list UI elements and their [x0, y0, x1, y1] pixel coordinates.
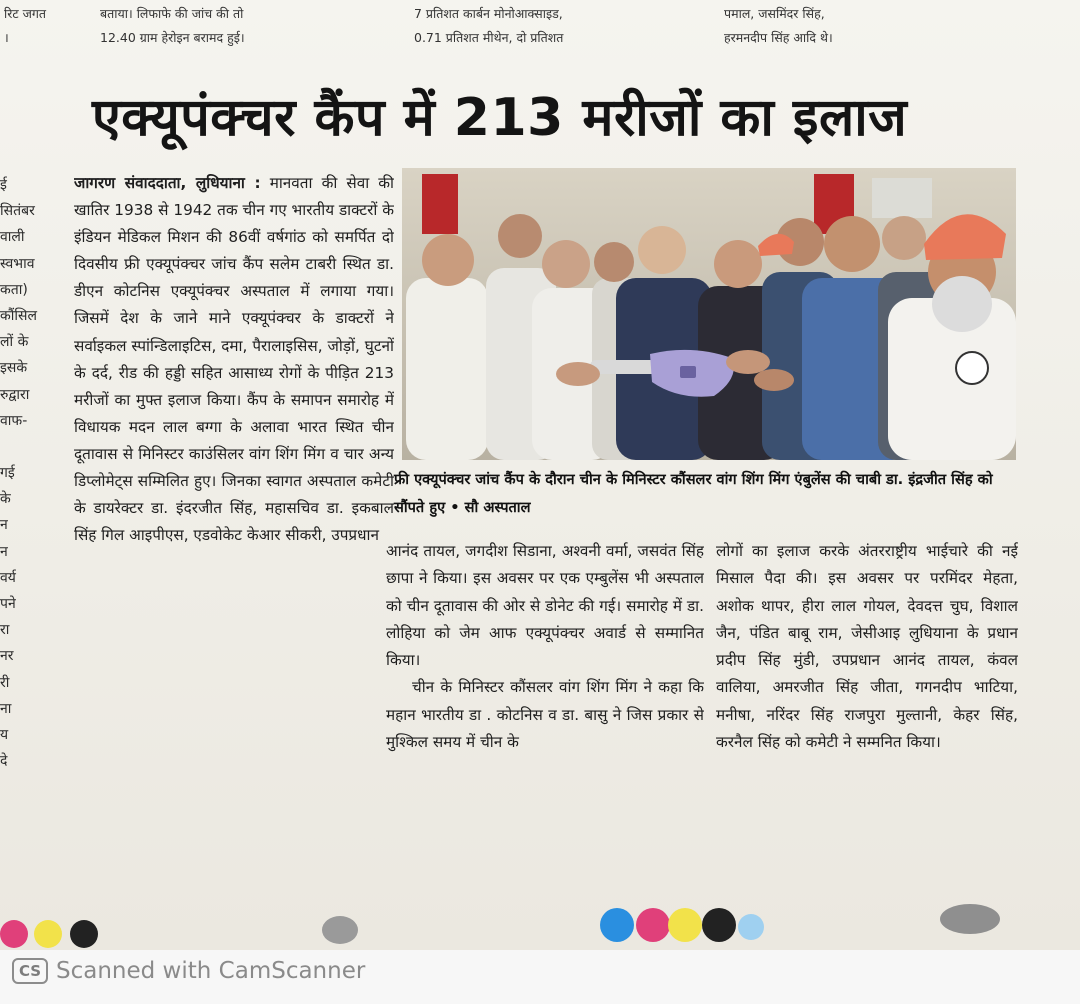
left-edge-line: ना — [0, 700, 12, 717]
top-col-b — [100, 2, 400, 50]
left-edge-line: कौंसिल — [0, 307, 37, 324]
reg-dot-pink — [636, 908, 670, 942]
camscanner-logo: CS — [12, 958, 48, 984]
left-edge-line: वाफ- — [0, 412, 28, 429]
left-edge-line: दे — [0, 753, 8, 770]
article-column-2 — [386, 538, 704, 898]
left-edge-line: ई — [0, 177, 7, 193]
headline: एक्यूपंक्चर कैंप में 213 मरीजों का इलाज — [92, 88, 908, 148]
left-edge-column — [0, 172, 70, 952]
top-col-c-line: 0.71 प्रतिशत मीथेन, दो प्रतिशत — [414, 30, 564, 45]
reg-dot-black — [70, 920, 98, 948]
top-col-b-line: बताया। लिफाफे की जांच की तो — [100, 6, 244, 21]
left-edge-line: री — [0, 674, 10, 691]
left-edge-line: इसके — [0, 360, 28, 377]
reg-dot-yellow — [668, 908, 702, 942]
left-edge-line: पने — [0, 596, 16, 612]
reg-dot-black — [702, 908, 736, 942]
left-edge-line: सितंबर — [0, 203, 35, 220]
left-edge-line: गई — [0, 465, 15, 482]
left-edge-line: लों के — [0, 334, 29, 351]
left-edge-line: नर — [0, 648, 14, 665]
top-col-d-line: हरमनदीप सिंह आदि थे। — [724, 30, 833, 45]
article-column-1 — [74, 170, 394, 900]
left-edge-line: वर्य — [0, 569, 16, 586]
article-body-2b: चीन के मिनिस्टर कौंसलर वांग शिंग मिंग ने कहा कि महान भारतीय डा . कोटनिस व डा. बासु ने जिस प्रकार से मुश्किल समय में चीन के — [386, 678, 704, 752]
registration-marks — [0, 900, 1080, 950]
article-column-3 — [716, 538, 1018, 898]
left-edge-line: वाली — [0, 229, 25, 246]
reg-dot-lightblue — [738, 914, 764, 940]
left-edge-line: कता) — [0, 281, 28, 298]
camscanner-watermark-text: Scanned with CamScanner — [56, 958, 366, 984]
reg-dot-pink — [0, 920, 28, 948]
left-edge-line: स्वभाव — [0, 255, 35, 272]
top-col-b-line: 12.40 ग्राम हेरोइन बरामद हुई। — [100, 30, 245, 45]
reg-dot-grey — [940, 904, 1000, 934]
left-edge-line — [0, 434, 70, 460]
reg-dot-grey — [322, 916, 358, 944]
top-col-c — [414, 2, 704, 50]
left-edge-line: रुद्वारा — [0, 386, 30, 403]
top-col-a — [4, 2, 84, 50]
reg-dot-blue — [600, 908, 634, 942]
top-col-d — [724, 2, 1024, 50]
article-body-2a: आनंद तायल, जगदीश सिडाना, अश्वनी वर्मा, जसवंत सिंह छापा ने किया। इस अवसर पर एक एम्बुलेंस भी अस्पताल को चीन दूतावास की ओर से डोनेट की गई। समारोह में डा. लोहिया को जेम आफ एक्यूपंक्चर अवार्ड से सम्मानित किया। — [386, 542, 704, 670]
reg-dot-yellow — [34, 920, 62, 948]
dateline: जागरण संवाददाता, लुधियाना : — [74, 174, 261, 192]
photo-illustration — [402, 168, 1016, 460]
top-col-a-line: रिट जगत — [4, 6, 47, 21]
left-edge-line: के — [0, 491, 11, 508]
top-col-d-line: पमाल, जसमिंदर सिंह, — [724, 6, 825, 21]
news-photo — [402, 168, 1016, 460]
left-edge-line: रा — [0, 622, 10, 639]
top-col-c-line: 7 प्रतिशत कार्बन मोनोआक्साइड, — [414, 6, 563, 21]
left-edge-line: य — [0, 726, 9, 743]
photo-caption: फ्री एक्यूपंक्चर जांच कैंप के दौरान चीन के मिनिस्टर कौंसलर वांग शिंग मिंग एंबुलेंस की चाबी डा. इंद्रजीत सिंह को सौंपते हुए • सौ अस्पताल — [394, 471, 993, 516]
top-col-a-line: । — [4, 30, 9, 45]
left-edge-line: न — [0, 517, 8, 534]
top-strip — [0, 0, 1080, 60]
article-body-3: लोगों का इलाज करके अंतरराष्ट्रीय भाईचारे की नई मिसाल पैदा की। इस अवसर पर परमिंदर मेहता, अशोक थापर, हीरा लाल गोयल, देवदत्त चुघ, विशाल जैन, पंडित बाबू राम, जेसीआइ लुधियाना के प्रधान प्रदीप सिंह मुंडी, उपप्रधान आनंद तायल, कंवल वालिया, अमरजीत सिंह जीता, गगनदीप भाटिया, मनीषा, नरिंदर सिंह राजपुरा मुल्तानी, केहर सिंह, करनैल सिंह को कमेटी ने सम्मनित किया। — [716, 542, 1018, 752]
left-edge-line: न — [0, 543, 8, 560]
article-body-1: मानवता की सेवा की खातिर 1938 से 1942 तक चीन गए भारतीय डाक्टरों के इंडियन मेडिकल मिशन की 86वीं वर्षगांठ को समर्पित दो दिवसीय फ्री एक्यूपंक्चर जांच कैंप सलेम टाबरी स्थित डा. डीएन कोटनिस एक्यूपंक्चर अस्पताल में लगाया गया। जिसमें देश के जाने माने एक्यूपंक्चर के डाक्टरों ने सर्वाइकल स्पांन्डिलाइटिस, दमा, पैरालाइसिस, जोड़ों, घुटनों के दर्द, रीड की हड्डी सहित आसाध्य रोगों के पीड़ित 213 मरीजों का मुफ्त इलाज किया। कैंप के समापन समारोह में विधायक मदन लाल बग्गा के अलावा भारत स्थित चीन दूतावास से मिनिस्टर काउंसिलर वांग शिंग मिंग व चार अन्य डिप्लोमेट्स सम्मिलित हुए। जिनका स्वागत अस्पताल कमेटी के डायरेक्टर डा. इंदरजीत सिंह, महासचिव डा. इकबाल सिंह गिल आइपीएस, एडवोकेट केआर सीकरी, उपप्रधान — [74, 174, 394, 545]
